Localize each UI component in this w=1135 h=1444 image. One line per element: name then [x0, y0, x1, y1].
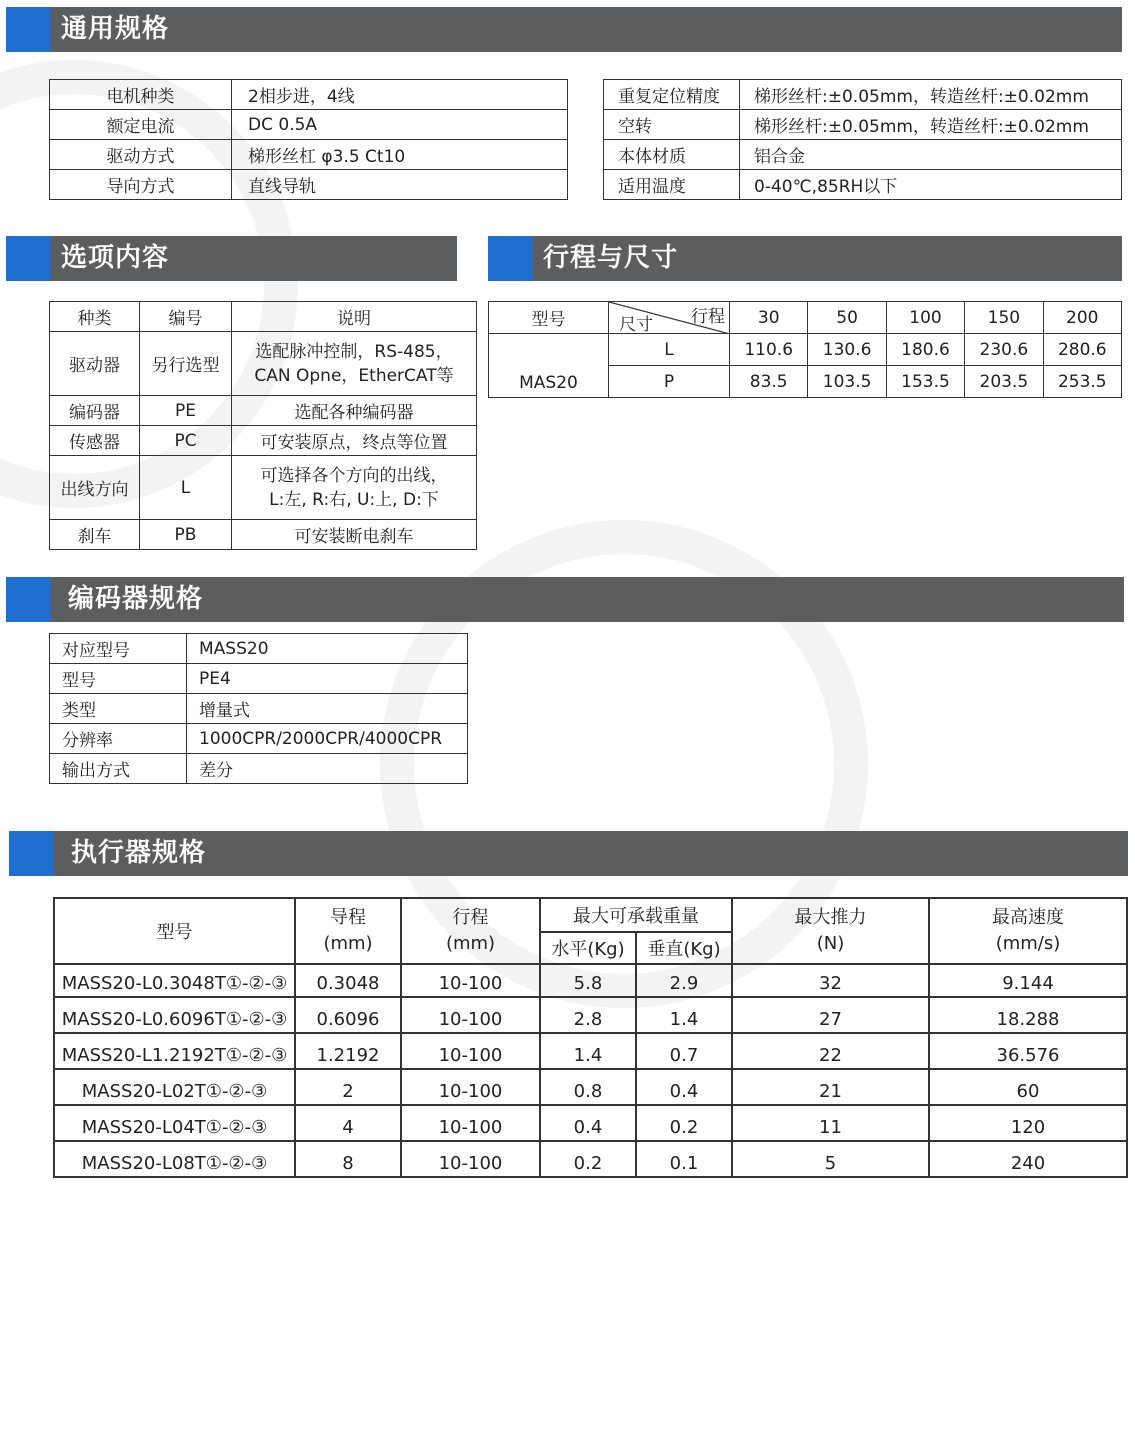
spec-key: 本体材质	[604, 140, 740, 170]
stroke-size-table	[488, 301, 1122, 398]
column-header-max-speed	[929, 898, 1127, 964]
header-accent-block	[6, 236, 51, 281]
general-spec-left-table	[49, 79, 568, 200]
spec-value: 0-40℃,85RH以下	[740, 170, 1122, 200]
option-type: 传感器	[50, 426, 140, 456]
table-row	[50, 724, 468, 754]
option-code: PC	[140, 426, 232, 456]
header-accent-block	[6, 7, 51, 52]
table-row	[50, 170, 568, 200]
vertical-load-cell: 0.4	[636, 1069, 732, 1105]
size-label: 尺寸	[619, 315, 653, 335]
stroke-label: 行程	[691, 307, 725, 327]
horizontal-load-cell: 0.4	[540, 1105, 636, 1141]
dimension-value: 180.6	[886, 334, 964, 366]
spec-key: 空转	[604, 110, 740, 140]
max-force-cell: 11	[732, 1105, 929, 1141]
horizontal-load-cell: 1.4	[540, 1033, 636, 1069]
header-line: (mm)	[445, 933, 496, 954]
spec-value: PE4	[187, 664, 468, 694]
dimension-value: 253.5	[1043, 366, 1121, 398]
spec-key: 额定电流	[50, 110, 232, 140]
table-row	[604, 170, 1122, 200]
table-header-row	[54, 898, 1127, 932]
lead-cell: 0.6096	[295, 997, 401, 1033]
model-cell: MASS20-L04T①-②-③	[54, 1105, 295, 1141]
spec-value: 差分	[187, 754, 468, 784]
vertical-load-cell: 1.4	[636, 997, 732, 1033]
stroke-cell: 10-100	[401, 964, 540, 997]
option-desc	[232, 456, 477, 520]
max-force-cell: 32	[732, 964, 929, 997]
stroke-cell: 10-100	[401, 1141, 540, 1177]
spec-key: 输出方式	[50, 754, 187, 784]
table-row	[489, 334, 1122, 366]
column-header-horizontal: 水平(Kg)	[540, 932, 636, 964]
table-row	[54, 1033, 1127, 1069]
column-header-max-load: 最大可承载重量	[540, 898, 732, 932]
column-header-stroke	[401, 898, 540, 964]
header-line: (mm)	[323, 933, 373, 954]
max-force-cell: 21	[732, 1069, 929, 1105]
option-desc-line: 选配脉冲控制，RS-485，	[255, 341, 453, 362]
column-header-max-force	[732, 898, 929, 964]
option-desc: 选配各种编码器	[232, 396, 477, 426]
max-speed-cell: 60	[929, 1069, 1127, 1105]
stroke-cell: 10-100	[401, 997, 540, 1033]
table-row	[50, 520, 477, 550]
spec-key: 重复定位精度	[604, 80, 740, 110]
horizontal-load-cell: 5.8	[540, 964, 636, 997]
header-line: (mm/s)	[995, 933, 1061, 954]
option-desc: 可安装断电刹车	[232, 520, 477, 550]
dimension-value: 153.5	[886, 366, 964, 398]
table-row	[50, 332, 477, 396]
lead-cell: 2	[295, 1069, 401, 1105]
lead-cell: 8	[295, 1141, 401, 1177]
spec-key: 驱动方式	[50, 140, 232, 170]
lead-cell: 4	[295, 1105, 401, 1141]
max-force-cell: 5	[732, 1141, 929, 1177]
stroke-value: 50	[808, 302, 886, 334]
table-row	[54, 964, 1127, 997]
option-desc	[232, 332, 477, 396]
option-code: PB	[140, 520, 232, 550]
table-row	[54, 1141, 1127, 1177]
section-header-stroke	[488, 236, 1122, 281]
dimension-value: 110.6	[730, 334, 808, 366]
option-code: L	[140, 456, 232, 520]
actuator-spec-table	[53, 897, 1128, 1178]
table-row	[50, 426, 477, 456]
option-type: 编码器	[50, 396, 140, 426]
table-row	[54, 1105, 1127, 1141]
table-header-row	[50, 302, 477, 332]
dimension-value: 103.5	[808, 366, 886, 398]
spec-key: 分辨率	[50, 724, 187, 754]
actuator-table-body	[54, 964, 1127, 1177]
model-cell: MASS20-L0.3048T①-②-③	[54, 964, 295, 997]
horizontal-load-cell: 0.2	[540, 1141, 636, 1177]
header-accent-block	[6, 577, 51, 622]
table-row	[50, 396, 477, 426]
max-force-cell: 22	[732, 1033, 929, 1069]
model-cell: MASS20-L02T①-②-③	[54, 1069, 295, 1105]
header-accent-block	[9, 831, 54, 876]
spec-value: 梯形丝杠 φ3.5 Ct10	[232, 140, 568, 170]
table-row	[604, 140, 1122, 170]
spec-key: 类型	[50, 694, 187, 724]
table-row	[50, 80, 568, 110]
spec-key: 对应型号	[50, 634, 187, 664]
table-row	[54, 1069, 1127, 1105]
column-header-model: 型号	[54, 898, 295, 964]
table-header-row	[489, 302, 1122, 334]
table-row	[604, 80, 1122, 110]
section-title: 行程与尺寸	[543, 243, 679, 273]
header-accent-block	[488, 236, 533, 281]
column-header: 编号	[140, 302, 232, 332]
model-cell: MASS20-L1.2192T①-②-③	[54, 1033, 295, 1069]
column-header: 种类	[50, 302, 140, 332]
diagonal-header-cell	[609, 302, 730, 334]
vertical-load-cell: 0.1	[636, 1141, 732, 1177]
table-row	[50, 140, 568, 170]
option-desc-line: CAN Opne，EtherCAT等	[254, 365, 454, 386]
spec-key: 导向方式	[50, 170, 232, 200]
dimension-value: 130.6	[808, 334, 886, 366]
horizontal-load-cell: 0.8	[540, 1069, 636, 1105]
encoder-spec-table	[49, 633, 468, 784]
spec-value: 梯形丝杆:±0.05mm，转造丝杆:±0.02mm	[740, 110, 1122, 140]
spec-value: 1000CPR/2000CPR/4000CPR	[187, 724, 468, 754]
table-row	[50, 456, 477, 520]
stroke-cell: 10-100	[401, 1069, 540, 1105]
option-type: 出线方向	[50, 456, 140, 520]
spec-value: 2相步进，4线	[232, 80, 568, 110]
options-table	[49, 301, 477, 550]
spec-value: 梯形丝杆:±0.05mm，转造丝杆:±0.02mm	[740, 80, 1122, 110]
dimension-value: 230.6	[965, 334, 1043, 366]
stroke-cell: 10-100	[401, 1033, 540, 1069]
max-speed-cell: 120	[929, 1105, 1127, 1141]
spec-value: 增量式	[187, 694, 468, 724]
dimension-value: 280.6	[1043, 334, 1121, 366]
column-header: 说明	[232, 302, 477, 332]
stroke-value: 200	[1043, 302, 1121, 334]
stroke-cell: 10-100	[401, 1105, 540, 1141]
header-line: (N)	[816, 933, 845, 954]
table-row	[50, 110, 568, 140]
general-spec-right-table	[603, 79, 1122, 200]
option-desc-line: 可选择各个方向的出线，	[260, 465, 448, 486]
header-line: 导程	[330, 907, 366, 928]
lead-cell: 1.2192	[295, 1033, 401, 1069]
vertical-load-cell: 2.9	[636, 964, 732, 997]
option-type: 驱动器	[50, 332, 140, 396]
option-code: PE	[140, 396, 232, 426]
header-line: 最高速度	[992, 907, 1064, 928]
model-cell: MASS20-L0.6096T①-②-③	[54, 997, 295, 1033]
horizontal-load-cell: 2.8	[540, 997, 636, 1033]
dimension-value: 203.5	[965, 366, 1043, 398]
option-type: 刹车	[50, 520, 140, 550]
table-row	[54, 997, 1127, 1033]
table-row	[50, 664, 468, 694]
spec-key: 适用温度	[604, 170, 740, 200]
dimension-label: P	[609, 366, 730, 398]
section-title: 通用规格	[61, 14, 170, 44]
section-title: 执行器规格	[71, 838, 207, 868]
vertical-load-cell: 0.2	[636, 1105, 732, 1141]
stroke-value: 30	[730, 302, 808, 334]
table-row	[50, 634, 468, 664]
stroke-value: 150	[965, 302, 1043, 334]
header-line: 行程	[452, 907, 489, 928]
option-code: 另行选型	[140, 332, 232, 396]
section-title: 编码器规格	[68, 584, 204, 614]
column-header-lead	[295, 898, 401, 964]
max-force-cell: 27	[732, 997, 929, 1033]
spec-key: 型号	[50, 664, 187, 694]
dimension-value: 83.5	[730, 366, 808, 398]
section-header-actuator	[9, 831, 1128, 876]
spec-value: 直线导轨	[232, 170, 568, 200]
table-row	[604, 110, 1122, 140]
option-desc: 可安装原点，终点等位置	[232, 426, 477, 456]
section-title: 选项内容	[61, 243, 170, 273]
max-speed-cell: 36.576	[929, 1033, 1127, 1069]
max-speed-cell: 18.288	[929, 997, 1127, 1033]
spec-value: MASS20	[187, 634, 468, 664]
section-header-encoder	[6, 577, 1124, 622]
table-row	[50, 754, 468, 784]
max-speed-cell: 9.144	[929, 964, 1127, 997]
stroke-value: 100	[886, 302, 964, 334]
model-cell: MASS20-L08T①-②-③	[54, 1141, 295, 1177]
lead-cell: 0.3048	[295, 964, 401, 997]
model-cell: MAS20	[489, 334, 609, 398]
max-speed-cell: 240	[929, 1141, 1127, 1177]
table-row	[50, 694, 468, 724]
dimension-label: L	[609, 334, 730, 366]
spec-value: 铝合金	[740, 140, 1122, 170]
section-header-options	[6, 236, 457, 281]
model-header: 型号	[489, 302, 609, 334]
column-header-vertical: 垂直(Kg)	[636, 932, 732, 964]
section-header-general	[6, 7, 1122, 52]
vertical-load-cell: 0.7	[636, 1033, 732, 1069]
option-desc-line: L:左, R:右, U:上, D:下	[269, 489, 439, 510]
spec-value: DC 0.5A	[232, 110, 568, 140]
spec-key: 电机种类	[50, 80, 232, 110]
header-line: 最大推力	[794, 907, 867, 928]
